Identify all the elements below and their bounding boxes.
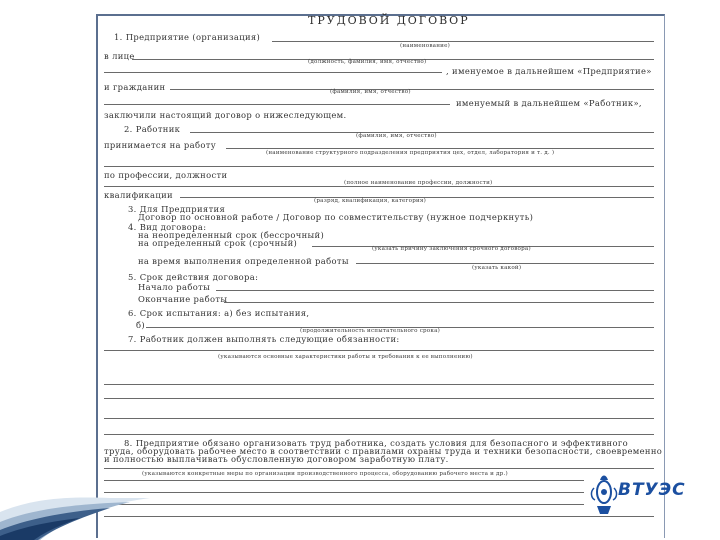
field-line <box>104 480 584 481</box>
decorative-wave-graphic <box>0 440 150 540</box>
i-grazhdanin-label: и гражданин <box>104 82 166 92</box>
section-3-heading: 3. Для Предприятия <box>128 204 226 214</box>
field-line <box>104 468 654 469</box>
field-line <box>104 166 654 167</box>
vtues-logo <box>588 466 692 524</box>
imenuemoe-predpriyatie: , именуемое в дальнейшем «Предприятие» <box>446 66 652 76</box>
po-professii-label: по профессии, должности <box>104 170 228 180</box>
field-line <box>104 434 654 435</box>
field-line <box>272 41 654 42</box>
imenuemyi-rabotnik: именуемый в дальнейшем «Работник», <box>456 98 642 108</box>
caption: (наименование) <box>400 43 450 49</box>
caption: (наименование структурного подразделения предприятия цех, отдел, лаборатория и т. д. ) <box>266 150 555 156</box>
field-line <box>170 89 654 90</box>
section-1-heading: 1. Предприятие (организация) <box>114 32 261 42</box>
field-line <box>224 302 654 303</box>
field-line <box>104 186 654 187</box>
field-line <box>104 72 442 73</box>
kvalifikaciya-label: квалификации <box>104 190 173 200</box>
caption: (указать причину заключения срочного договора) <box>372 246 531 252</box>
field-line <box>104 492 584 493</box>
section-2-heading: 2. Работник <box>124 124 181 134</box>
field-line <box>104 384 654 385</box>
field-line <box>104 398 654 399</box>
field-line <box>226 148 654 149</box>
section-3-options: Договор по основной работе / Договор по совместительству (нужное подчеркнуть) <box>138 212 534 222</box>
section-6-heading: 6. Срок испытания: а) без испытания, <box>128 308 310 318</box>
document-title: ТРУДОВОЙ ДОГОВОР <box>308 14 470 27</box>
okonchanie-raboty-label: Окончание работы <box>138 294 228 304</box>
section-7-heading: 7. Работник должен выполнять следующие обязанности: <box>128 334 400 344</box>
caption: (указываются конкретные меры по организации производственного процесса, оборудованию рабочего места и др.) <box>142 471 508 477</box>
field-line <box>104 516 654 517</box>
field-line <box>216 290 654 291</box>
section-4-option-b: на определенный срок (срочный) <box>138 238 298 248</box>
prinimaetsya-label: принимается на работу <box>104 140 217 150</box>
section-5-heading: 5. Срок действия договора: <box>128 272 259 282</box>
section-4-option-a: на неопределенный срок (бессрочный) <box>138 230 325 240</box>
caption: (продолжительность испытательного срока) <box>300 328 440 334</box>
section-8-line-3: и полностью выплачивать обусловленную договором заработную плату. <box>104 454 449 464</box>
field-line <box>104 418 654 419</box>
zaklyuchili-text: заключили настоящий договор о нижеследующем. <box>104 110 347 120</box>
section-6-option-b: б) <box>136 320 146 330</box>
caption: (должность, фамилия, имя, отчество) <box>308 59 427 65</box>
field-line <box>104 350 654 351</box>
caption: (указываются основные характеристики работы и требования к ее выполнению) <box>218 354 473 360</box>
section-4-heading: 4. Вид договора: <box>128 222 207 232</box>
caption: (разряд, квалификация, категория) <box>314 198 427 204</box>
section-4-option-c: на время выполнения определенной работы <box>138 256 349 266</box>
caption: (фамилия, имя, отчество) <box>330 89 411 95</box>
section-8-line-1: 8. Предприятие обязано организовать труд работника, создать условия для безопасного и эффективного <box>124 438 628 448</box>
field-line <box>104 104 450 105</box>
caption: (указать какой) <box>472 265 522 271</box>
caption: (фамилия, имя, отчество) <box>356 133 437 139</box>
logo-text: ВТУЭС <box>618 480 686 500</box>
v-lice-label: в лице <box>104 51 135 61</box>
field-line <box>104 504 584 505</box>
field-line <box>356 263 654 264</box>
caption: (полное наименование профессии, должности) <box>344 180 493 186</box>
section-8-line-2: труда, оборудовать рабочее место в соответствии с правилами охраны труда и техники безопасности, своевременно <box>104 446 663 456</box>
nachalo-raboty-label: Начало работы <box>138 282 211 292</box>
